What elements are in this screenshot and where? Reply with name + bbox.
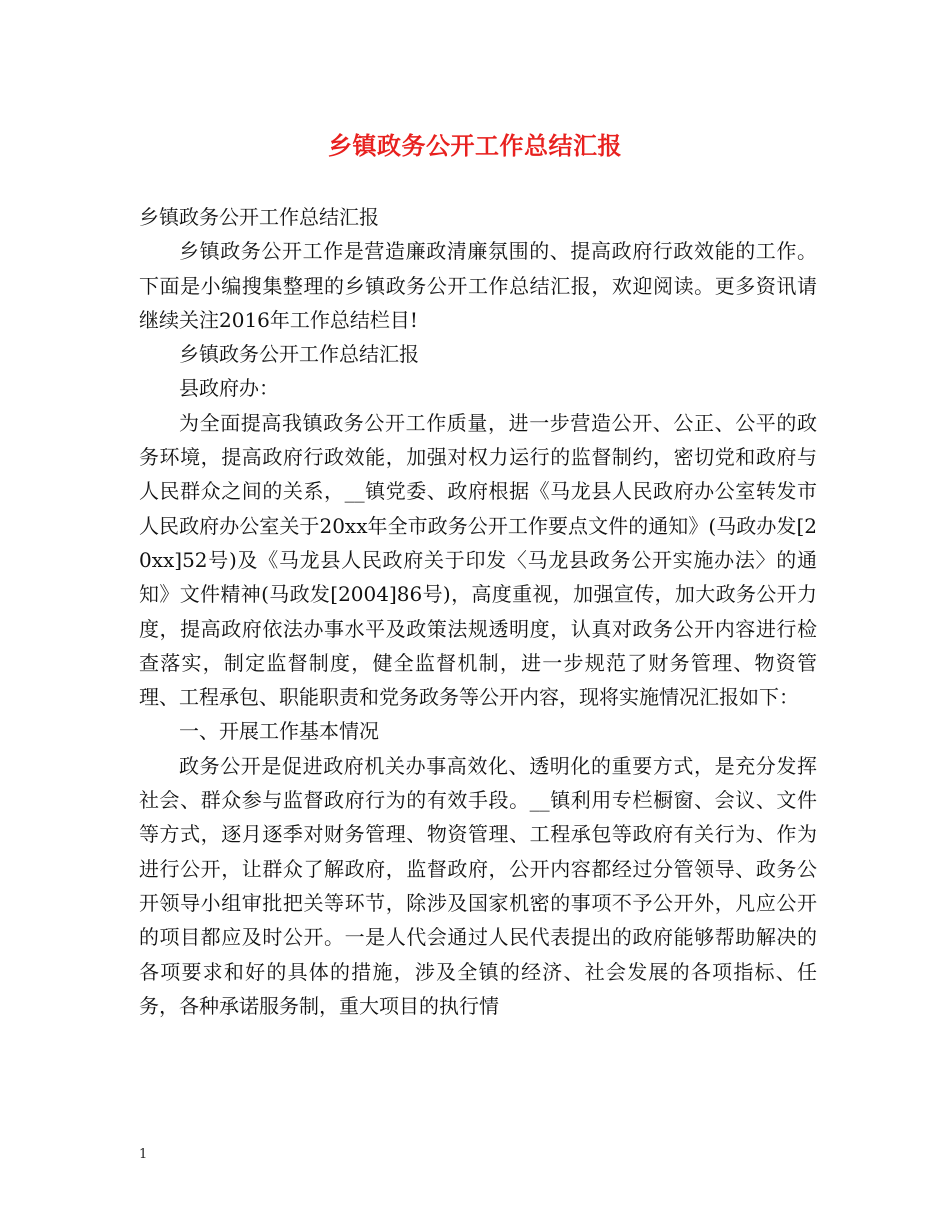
document-title: 乡镇政务公开工作总结汇报 <box>328 131 622 160</box>
paragraph-heading: 乡镇政务公开工作总结汇报 <box>139 205 379 229</box>
paragraph-intro: 乡镇政务公开工作是营造廉政清廉氛围的、提高政府行政效能的工作。下面是小编搜集整理的乡镇政务公开工作总结汇报，欢迎阅读。更多资讯请继续关注2016年工作总结栏目! <box>139 239 817 332</box>
paragraph-subtitle: 乡镇政务公开工作总结汇报 <box>179 342 419 367</box>
document-body <box>139 200 817 1023</box>
paragraph-section-body: 政务公开是促进政府机关办事高效化、透明化的重要方式，是充分发挥社会、群众参与监督政府行为的有效手段。__镇利用专栏橱窗、会议、文件等方式，逐月逐季对财务管理、物资管理、工程承包等政府有关行为、作为进行公开，让群众了解政府，监督政府，公开内容都经过分管领导、政务公开领导小组审批把关等环节，除涉及国家机密的事项不予公开外，凡应公开的项目都应及时公开。一是人代会通过人民代表提出的政府能够帮助解决的各项要求和好的具体的措施，涉及全镇的经济、社会发展的各项指标、任务，各种承诺服务制，重大项目的执行情 <box>139 753 817 1018</box>
section-heading: 一、开展工作基本情况 <box>179 719 379 744</box>
paragraph-addressee: 县政府办： <box>179 376 279 401</box>
page-number: 1 <box>139 1147 148 1162</box>
paragraph-overview: 为全面提高我镇政务公开工作质量，进一步营造公开、公正、公平的政务环境，提高政府行政效能，加强对权力运行的监督制约，密切党和政府与人民群众之间的关系，__镇党委、政府根据《马龙县人民政府办公室转发市人民政府办公室关于20xx年全市政务公开工作要点文件的通知》(马政办发[20xx]52号)及《马龙县人民政府关于印发〈马龙县政务公开实施办法〉的通知》文件精神(马政发[2004]86号)，高度重视，加强宣传，加大政务公开力度，提高政府依法办事水平及政策法规透明度，认真对政务公开内容进行检查落实，制定监督制度，健全监督机制，进一步规范了财务管理、物资管理、工程承包、职能职责和党务政务等公开内容，现将实施情况汇报如下： <box>139 410 817 710</box>
